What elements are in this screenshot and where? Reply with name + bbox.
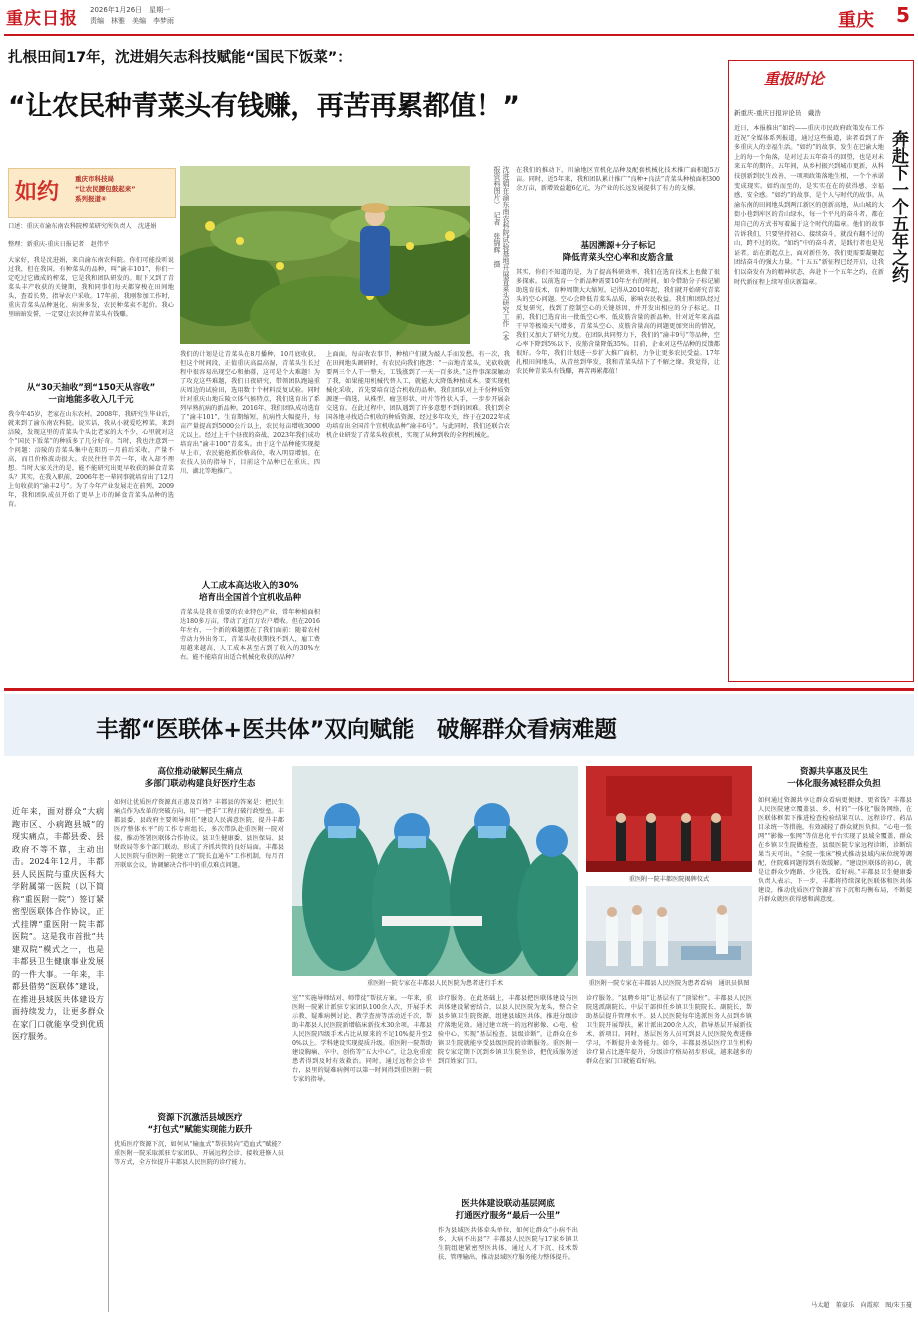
article1-byline-2: 整理：新重庆-重庆日报记者 赵伟平 xyxy=(8,241,110,248)
article1-kicker: 扎根田间17年，沈进娟矢志科技赋能“国民下饭菜”： xyxy=(8,50,352,66)
article1-col4-subhead: 基因溯源+分子标记 降低青菜头空心率和皮筋含量 xyxy=(562,241,674,263)
article1-headline: “让农民种青菜头有钱赚，再苦再累都值！” xyxy=(8,91,520,122)
field-photo xyxy=(180,166,470,344)
series-badge: 如约 xyxy=(15,179,60,205)
article2-subhead-1: 高位推动破解民生痛点 多部门联动构建良好医疗生态 xyxy=(144,767,256,789)
ceremony-photo-graphic xyxy=(586,766,752,872)
article2-col4-text: 诊疗服务。在此基础上，丰都县把医联体建设与医共体建设紧密结合，以县人民医院为龙头，整合全县乡镇卫生院资源，组建县域医共体，推进分级诊疗落地见效。通过建立统一的远程影像、心电、检验中心，实现“基层检查、县级诊断”，让群众在乡镇卫生院就能享受县级医院的诊断服务。重医附一院专家定期下沉到乡镇卫生院坐诊，把优质服务送到百姓家门口。 xyxy=(438,995,578,1065)
sidebar-text: 近日，本报推出“如约——重庆市民政府政策发布工作近况”全媒体系列报道，通过这些报道，读者看到了许多重庆人的幸福生活。“如约”的故事，发生在巴渝大地上的每一个角落，是对过去五年奋斗的回望，也是对未来五年的期许。五年间，从乡村振兴到城市更新，从科技创新到民生改善，一项项政策落地生根，一个个承诺变成现实。如约而至的，是实实在在的获得感、幸福感、安全感。“如约”的故事，是个人与时代的故事。从渝东南的田间地头到两江新区的创新高地，从山城的大街小巷到库区的青山绿水，每一个平凡的奋斗者，都在用自己的方式书写着属于这个时代的篇章。他们的故事告诉我们，只要坚持初心、接续奋斗，就没有翻不过的山、跨不过的坎。“如约”中的奋斗者，是践行者也是见证者。站在新起点上，面对新任务，我们更需要凝聚起团结奋斗的强大力量。“十五五”新征程已经开启，让我们以奋发有为的精神状态，奔赴下一个五年之约，在新时代新征程上续写重庆新篇章。 xyxy=(734,125,884,286)
page-number: 5 xyxy=(896,3,910,27)
ward-photo-caption: 重医附一院专家在丰都县人民医院为患者看病 通讯员供图 xyxy=(588,980,750,987)
article1-col1-text2: 我今年45岁，老家在山东农村。2008年，我研究生毕业后，就来到了渝东南农科院。说实话，我从小就爱吃榨菜，来到涪陵，发现这里的青菜头个头比老家的大不少，心里就对这个“国民下饭菜”的种质多了几分好奇。当时，我也注意到一个问题：涪陵的青菜头集中在阳历一月前后采收，产量不高，而且价格波动很大。农民往往辛苦一年，收入却不理想。当时大家关注的是，能不能研究出更早收获的鲜食青菜头？其实，在我入职前，2006年老一辈同事就培育出了12月上旬收获的“渝丰2号”。为了今年产业发展走在前列，2009年，我和团队成员开始了更早上市的鲜食青菜头品种的选育。 xyxy=(8,411,174,508)
article1-col2-text2: 青菜头是我市重要的农业特色产业，常年种植面积达180多万亩，带动了近百万农户增收。但在2016年左右，一个新的难题摆在了我们面前：随着农村劳动力外出务工，青菜头收获期找不到人，雇工费用越来越高，人工成本甚至占到了收入的30%左右。能不能培育出适合机械化收获的品种？ xyxy=(180,609,320,661)
article2-col3-text: 室”“实施导师结对、师带徒”帮扶方案。一年来，重医附一院累计派驻专家团队100余人次，开展手术示教、疑难病例讨论、教学查房等活动近千次，帮助丰都县人民医院新增临床新技术30余项。丰都县人民医院四级手术占比从原来的不足10%提升至20%以上。学科建设实现提质升级。重医附一院帮助建设胸痛、卒中、创伤等“五大中心”，让急危重症患者得到及时有效救治。同时，通过远程会诊平台，县里的疑难病例可以第一时间得到重医附一院专家的指导。 xyxy=(292,995,432,1083)
article2-intro: 近年来，面对群众“大病跑市区、小病跑县城”的现实痛点，丰都县委、县政府不等不靠，主动出击。2024年12月，丰都县人民医院与重庆医科大学附属第一医院（以下简称“重医附一院”）签订紧密型医联体合作协议，正式挂牌“重医附一院丰都医院”。这是我市首批“共建双院”模式之一，也是丰都县卫生健康事业发展的一件大事。一年来，丰都县借势“医联体”建设，在推进县域医共体建设方面持续发力，让更多群众在家门口就能享受到优质医疗服务。 xyxy=(12,807,104,1041)
ward-photo-graphic xyxy=(586,886,752,976)
article2-headline: 丰都“医联体+医共体”双向赋能 破解群众看病难题 xyxy=(96,717,617,743)
article2-col2-text2: 优质医疗资源下沉，如何从“输血式”帮扶转向“造血式”赋能？重医附一院采取派驻专家团队、开展远程会诊、接收进修人员等方式，全方位提升丰都县人民医院的诊疗能力。 xyxy=(114,1141,284,1166)
masthead-logo: 重庆日报 xyxy=(6,9,78,29)
sidebar-logo: 重报时论 xyxy=(764,70,825,88)
article1-col4-text: 在我们的推动下，川渝地区宜机化品种及配套机械化技术推广面积超5万亩。同时，近5年来，我和团队累计推广“良种+良法”青菜头种植面积300余万亩，新增效益超6亿元，为产业的长远发展提供了有力的支撑。 xyxy=(516,167,720,192)
series-caption: 重庆市科技局 “让农民腰包鼓起来” 系列报道④ xyxy=(75,175,136,203)
article1-col3-text: 上面面，每亩收农事节，种植户们就为敲人手而发愁。有一次，我在田间地头调研时，有农民向我们抱怨：“一亩地青菜头，光砍收就要两三个人干一整天，工钱涨到了一天一百多块。”这件事深深触动了我，如果能用机械代替人工，就能大大降低种植成本。要实现机械化采收，首先要培育适合机收的品种。我们团队对上千份种质资源逐一筛选，从株型、瘤茎形状、叶片等性状入手，一步步开展杂交选育。在此过程中，团队遇到了许多意想不到的困难。我们到全国各地寻找适合机收的种质资源，经过多年攻关，终于在2022年成功培育出全国首个宜机收品种“渝丰6号”。与此同时，我们还联合农机企业研发了青菜头收获机，实现了从种到收的全程机械化。 xyxy=(326,351,510,439)
article1-col1-text: 大家好，我是沈进娟，来自渝东南农科院。你们可能没听说过我，但在我国，有种菜头的品种，叫“渝丰101”，你们一定吃过它做成的榨菜，它是我和团队研发的。眼下又到了青菜头丰产收获的关键期，我和同事们每天都穿梭在田间地头，查看长势，指导农户采收。17年前，我刚参加工作时，重庆青菜头品种退化、病害多发，农民种菜卖不起价。我心里暗暗发誓，一定要让农民种青菜头有钱赚。 xyxy=(8,257,174,318)
article1-col2-text: 我们的计划是让青菜头在8月播种，10月底收获。但这个时间段，正值重庆高温高湿，青菜头生长过程中很容易出现空心和抽薹，这可是个大难题！为了攻克这些难题，我们日夜研究，带领团队跑遍重庆周边的试验田，选用数十个材料反复试验。同时针对重庆山地丘陵立体气候特点，我们选育出了系列早熟抗病的新品种。2016年，我们团队成功选育了“渝丰101”，生育期缩短，抗病性大幅提升，每亩产量提高到5000公斤以上，农民每亩增收3000元以上。经过上千个昼夜的奋战，2023年我们成功培育出“渝丰100”青菜头。由于这个品种能实现提早上市，农民能抢抓价格高位，收入明显增加。在农技人员的指导下，目前这个品种已在重庆、四川、湖北等地推广。 xyxy=(180,351,320,475)
article2-col5-text: 诊疗服务。“县聘乡用”让基层有了“顶梁柱”。丰都县人民医院选派副院长、中层干部担任乡镇卫生院院长、副院长，帮助基层提升管理水平。县人民医院每年选派医务人员到乡镇卫生院开展帮扶，累计派出200余人次，指导基层开展新技术、新项目。同时，基层医务人员可到县人民医院免费进修学习，不断提升业务能力。如今，丰都县基层医疗卫生机构诊疗量占比逐年提升，分级诊疗格局初步形成，越来越多的群众在家门口就能看好病。 xyxy=(586,995,752,1065)
section-title: 重庆 xyxy=(838,10,874,31)
article1-byline-1: 口述：重庆市渝东南农科院榨菜研究所负责人 沈进娟 xyxy=(8,223,157,230)
ward-photo xyxy=(586,886,752,976)
ceremony-photo-caption: 重医附一院丰都医院揭牌仪式 xyxy=(628,876,710,883)
article2-credits: 马太超 董豪乐 向霞琼 图/朱玉蔓 xyxy=(810,1302,912,1309)
masthead-editors: 责编 林雅 美编 李梦雨 xyxy=(90,17,174,25)
series-banner xyxy=(8,168,176,218)
article2-subhead-2: 资源下沉激活县域医疗 “打包式”赋能实现能力跃升 xyxy=(147,1113,253,1135)
article1-col1-subhead: 从“30天抽收”到“150天从容收” 一亩地能多收入几千元 xyxy=(26,383,156,405)
article1-col2-subhead: 人工成本高达收入的30% 培育出全国首个宜机收品种 xyxy=(198,581,301,603)
article2-right-text: 如何通过资源共享让群众看病更便捷、更省钱？丰都县人民医院建立覆盖县、乡、村的“一体化”服务网络，在医联体框架下推进检查检验结果互认、远程诊疗、药品目录统一等措施，有效减轻了群众就医负担。“心电一张网”“影像一张网”等信息化平台实现了县域全覆盖，群众在乡镇卫生院做检查，县级医院专家远程诊断，诊断结果当天可出。“全院一张床”模式推动县域内床位统筹调配，住院难问题得到有效缓解。“建设医联体的初心，就是让群众少跑路、少花钱、看好病。”丰都县卫生健康委负责人表示，下一步，丰都将持续深化医联体和医共体建设，推动优质医疗资源扩容下沉和均衡布局，不断提升群众就医获得感和满意度。 xyxy=(758,797,912,903)
masthead-date: 2026年1月26日 星期一 xyxy=(90,6,171,14)
article2-col4-text2: 作为县域医共体牵头单位，如何让群众“小病不出乡、大病不出县”？丰都县人民医院与17家乡镇卫生院组建紧密型医共体，通过人才下沉、技术帮扶、管理输出，推动县域医疗服务能力整体提升。 xyxy=(438,1227,578,1261)
sidebar-title: 奔赴下一个五年之约 xyxy=(888,130,908,283)
photo-caption-vertical: 沈进娟在渝东南农科院试验基地开展青菜头研究工作（本报资料图片） 记者 张锦辉 摄 xyxy=(493,166,510,341)
surgery-photo xyxy=(292,766,578,976)
sidebar-author: 新重庆-重庆日报评论员 戴浩 xyxy=(734,109,821,117)
article1-col4-text2: 其实，你们不知道的是，为了提高科研效率，我们在选育技术上也做了很多探索。以前选育一个新品种需要10年左右的时间，如今借助分子标记辅助选育技术，育种周期大大缩短。记得从2010年起，我们就开始研究青菜头的空心问题。空心会降低青菜头品质，影响农民收益。我们和团队经过反复研究，找到了控制空心的关键基因，并开发出相应的分子标记。目前，我们已选育出一批低空心率、低皮筋含量的新品种。针对近年来高温干旱等极端天气增多，青菜头空心、皮筋含量高的问题更加突出的情况，我们又加大了研究力度。在团队共同努力下，我们的“渝丰9号”等品种，空心率下降到5%以下，皮筋含量降低35%。目前，企业对这些品种的反馈都很好。今年，我们计划进一步扩大推广面积，力争让更多农民受益。17年扎根田间地头，从青丝到华发，我和青菜头结下了不解之缘。我觉得，让农民种青菜头有钱赚，再苦再累都值！ xyxy=(516,269,720,375)
surgery-photo-graphic xyxy=(292,766,578,976)
field-photo-graphic xyxy=(180,166,470,344)
article2-right-subhead: 资源共享惠及民生 一体化服务减轻群众负担 xyxy=(787,767,881,789)
ceremony-photo xyxy=(586,766,752,872)
article2-col2-text: 如何让优质医疗资源真正惠及百姓？丰都县的答案是：把民生痛点作为改革的突破方向，用“一把手”工程打破行政壁垒。丰都县委、县政府主要领导担任“建设人民满意医院、提升丰都医疗整体水平”的工作专班组长，多次带队赴重医附一院对接，推动签署医联体合作协议。县卫生健康委、县医保局、县财政局等多个部门联动，形成了齐抓共管的良好局面。丰都县人民医院与重医附一院建立了“院长直通车”工作机制，每月召开联席会议，协调解决合作中的重点难点问题。 xyxy=(114,799,284,869)
article2-subhead-3: 医共体建设联动基层网底 打通医疗服务“最后一公里” xyxy=(455,1199,561,1221)
surgery-photo-caption: 重医附一院专家在丰都县人民医院为患者进行手术 xyxy=(366,980,504,987)
